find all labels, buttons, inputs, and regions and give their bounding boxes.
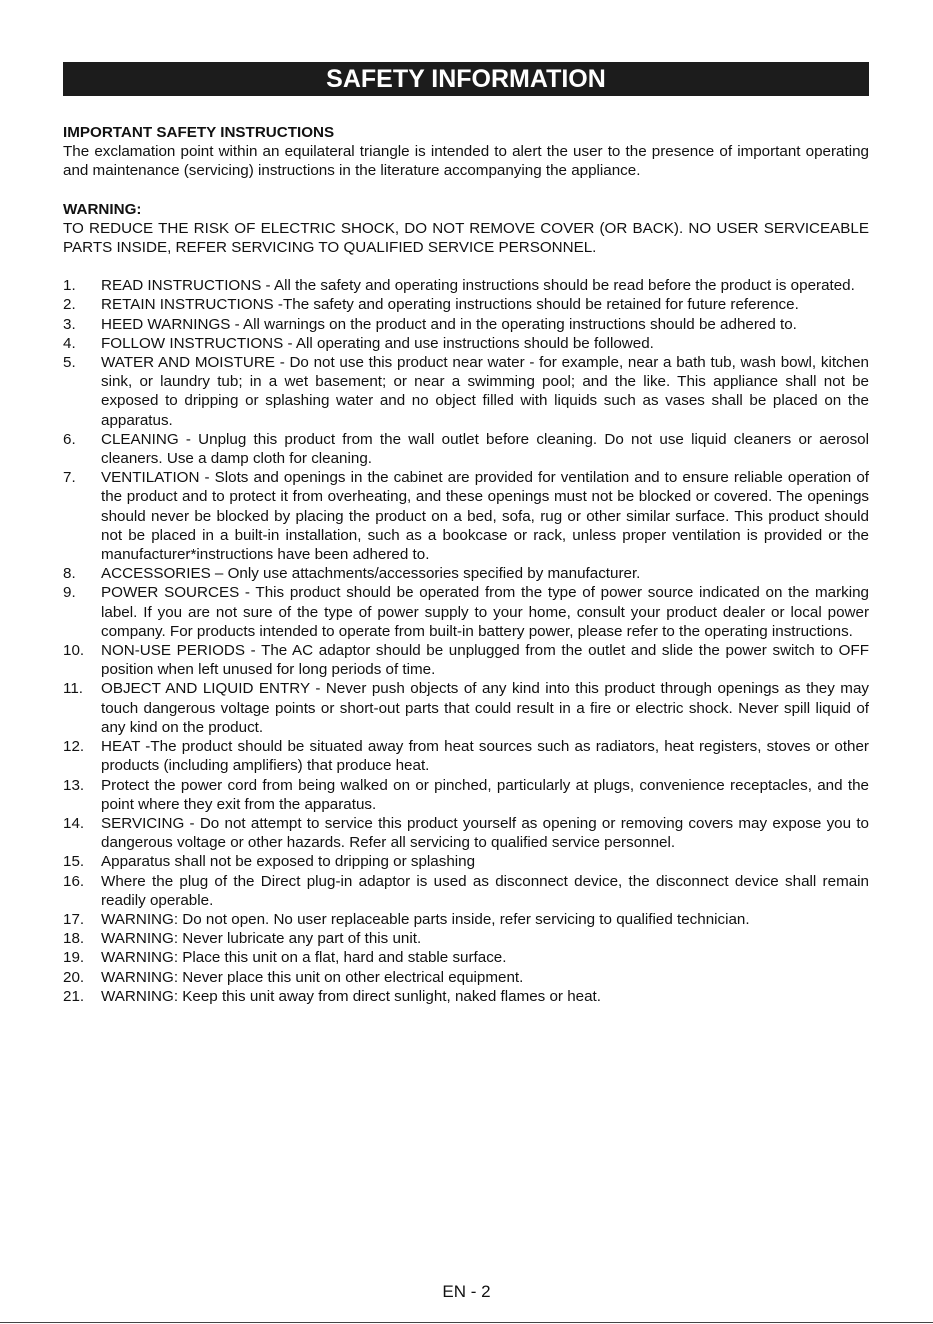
safety-instructions-list [63,276,869,1006]
list-item [63,737,869,775]
list-item [63,776,869,814]
list-item [63,948,869,967]
list-item-text: VENTILATION - Slots and openings in the cabinet are provided for ventilation and to ensure reliable operation of the product and to protect it from overheating, and these openings must not be blocked or covered. The openings should never be blocked by placing the product on a bed, sofa, rug or other similar surface. This product should not be placed in a built-in installation, such as a bookcase or rack, unless proper ventilation is provided or the manufacturer*instructions have been adhered to. [101,469,869,564]
list-item-number: 1. [63,277,76,295]
list-item-number: 3. [63,315,76,333]
list-item-number: 9. [63,584,76,602]
list-item-text: WARNING: Never place this unit on other electrical equipment. [101,968,524,986]
list-item [63,872,869,910]
list-item-number: 18. [63,930,85,948]
list-item [63,295,869,314]
list-item-text: SERVICING - Do not attempt to service this product yourself as opening or removing covers may expose you to dangerous voltage or other hazards. Refer all servicing to qualified service personnel. [101,814,869,852]
list-item-number: 14. [63,814,85,832]
list-item-number: 12. [63,738,85,756]
list-item-number: 8. [63,565,76,583]
important-section [63,123,869,181]
list-item-text: READ INSTRUCTIONS - All the safety and operating instructions should be read before the product is operated. [101,277,855,295]
list-item-number: 11. [63,680,83,698]
page-number: EN - 2 [442,1282,491,1301]
list-item-number: 21. [63,987,85,1005]
list-item [63,679,869,737]
list-item-number: 13. [63,776,85,794]
list-item [63,583,869,641]
list-item-text: CLEANING - Unplug this product from the wall outlet before cleaning. Do not use liquid cleaners or aerosol cleaners. Use a damp cloth for cleaning. [101,430,869,468]
list-item-number: 7. [63,469,76,487]
list-item-text: Apparatus shall not be exposed to dripping or splashing [101,853,476,871]
document-body [63,123,869,1006]
list-item-text: Protect the power cord from being walked on or pinched, particularly at plugs, convenience receptacles, and the point where they exit from the apparatus. [101,776,869,813]
page-title: SAFETY INFORMATION [63,62,869,96]
list-item-text: ACCESSORIES – Only use attachments/accessories specified by manufacturer. [101,565,641,583]
list-item-text: NON-USE PERIODS - The AC adaptor should be unplugged from the outlet and slide the power switch to OFF position when left unused for long periods of time. [101,642,869,679]
list-item [63,910,869,929]
list-item-text: WARNING: Never lubricate any part of this unit. [101,930,422,948]
list-item [63,814,869,852]
list-item [63,987,869,1006]
list-item-text: HEED WARNINGS - All warnings on the product and in the operating instructions should be adhered to. [101,315,797,333]
list-item [63,564,869,583]
list-item-number: 5. [63,354,76,372]
warning-text: TO REDUCE THE RISK OF ELECTRIC SHOCK, DO NOT REMOVE COVER (OR BACK). NO USER SERVICEABLE PARTS INSIDE, REFER SERVICING TO QUALIFIED SERVICE PERSONNEL. [63,219,869,257]
list-item-number: 10. [63,642,85,660]
list-item-number: 16. [63,872,85,890]
list-item [63,929,869,948]
list-item-text: WARNING: Do not open. No user replaceable parts inside, refer servicing to qualified technician. [101,910,750,928]
list-item [63,276,869,295]
list-item [63,315,869,334]
list-item-text: POWER SOURCES - This product should be operated from the type of power source indicated on the marking label. If you are not sure of the type of power supply to your home, consult your product dealer or local power company. For products intended to operate from built-in battery power, please refer to the operating instructions. [101,584,869,640]
list-item-number: 19. [63,949,85,967]
list-item-number: 17. [63,910,85,928]
list-item-number: 20. [63,968,85,986]
list-item-text: RETAIN INSTRUCTIONS -The safety and operating instructions should be retained for future reference. [101,296,799,314]
list-item-text: OBJECT AND LIQUID ENTRY - Never push objects of any kind into this product through openings as they may touch dangerous voltage points or short-out parts that could result in a fire or electric shock. Never spill liquid of any kind on the product. [101,680,869,736]
list-item-number: 2. [63,296,76,314]
list-item [63,334,869,353]
list-item [63,430,869,468]
list-item-text: WARNING: Place this unit on a flat, hard and stable surface. [101,949,507,967]
list-item [63,353,869,430]
list-item-text: WATER AND MOISTURE - Do not use this product near water - for example, near a bath tub, wash bowl, kitchen sink, or laundry tub; in a wet basement; or near a swimming pool; and the like. This appliance shall not be exposed to dripping or splashing water and no object filled with liquids such as vases shall be placed on the apparatus. [101,354,869,429]
warning-heading: WARNING: [63,200,142,218]
important-text: The exclamation point within an equilateral triangle is intended to alert the user to the presence of important operating and maintenance (servicing) instructions in the literature accompanying the appliance. [63,143,869,180]
important-heading: IMPORTANT SAFETY INSTRUCTIONS [63,124,335,141]
list-item [63,968,869,987]
list-item-number: 6. [63,430,76,448]
list-item [63,641,869,679]
list-item [63,852,869,871]
list-item-text: WARNING: Keep this unit away from direct sunlight, naked flames or heat. [101,987,601,1005]
list-item-text: HEAT -The product should be situated away from heat sources such as radiators, heat registers, stoves or other products (including amplifiers) that produce heat. [101,738,869,775]
list-item-text: FOLLOW INSTRUCTIONS - All operating and use instructions should be followed. [101,334,654,352]
bottom-divider [0,1322,933,1323]
list-item [63,468,869,564]
list-item-number: 15. [63,853,85,871]
warning-section [63,200,869,258]
list-item-number: 4. [63,334,76,352]
list-item-text: Where the plug of the Direct plug-in adaptor is used as disconnect device, the disconnect device shall remain readily operable. [101,872,869,909]
